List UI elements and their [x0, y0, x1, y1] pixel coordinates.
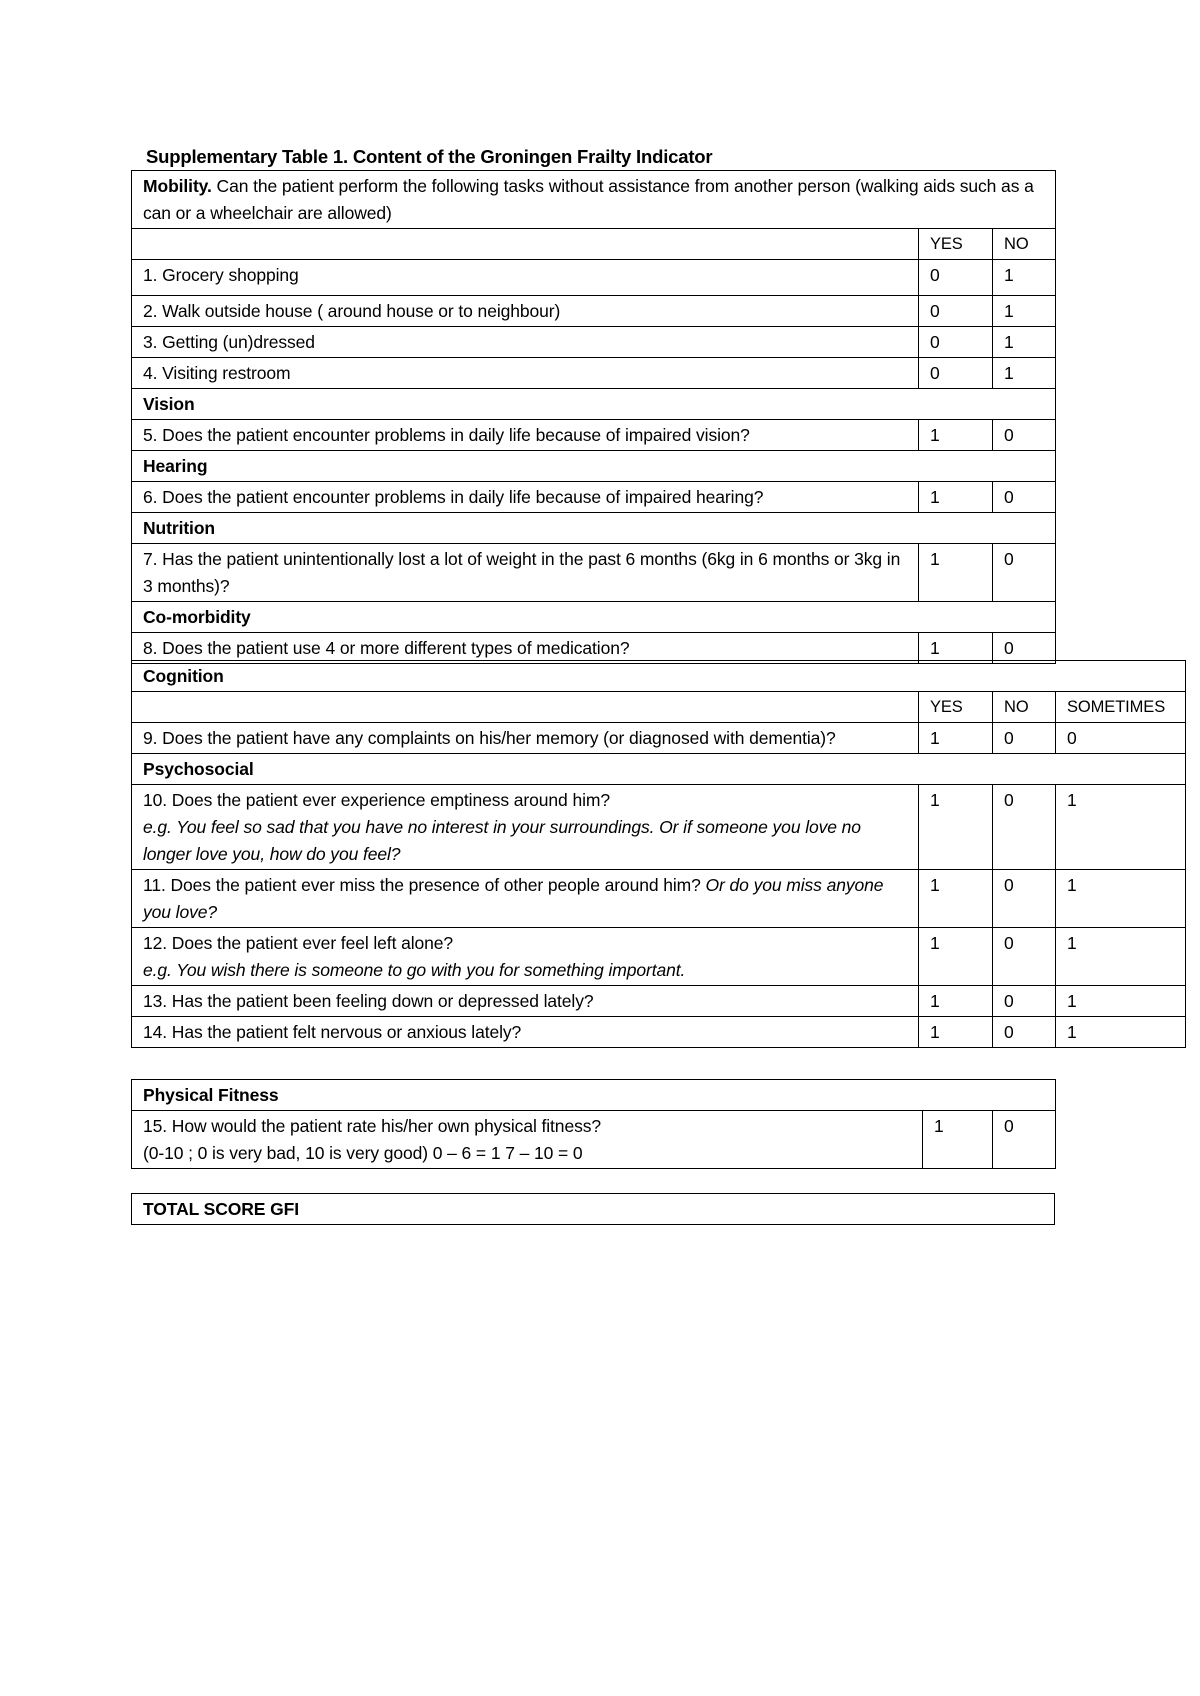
item-no-score: 0 — [993, 1111, 1056, 1169]
item-question: 9. Does the patient have any complaints on his/her memory (or diagnosed with dementia)? — [132, 723, 919, 754]
total-score-label: TOTAL SCORE GFI — [132, 1194, 1055, 1225]
item-yes-score: 1 — [919, 1017, 993, 1048]
table-row — [132, 482, 1056, 513]
item-no-score: 1 — [993, 296, 1056, 327]
psychosocial-header-row — [132, 754, 1186, 785]
item-no-score: 0 — [993, 723, 1056, 754]
item-no-score: 0 — [993, 633, 1056, 664]
item-example: e.g. You feel so sad that you have no interest in your surroundings. Or if someone you love no longer love you, how do you feel? — [143, 817, 861, 864]
comorbidity-heading: Co-morbidity — [132, 602, 1056, 633]
item-yes-score: 1 — [919, 928, 993, 986]
item-sometimes-score: 1 — [1056, 928, 1186, 986]
item-yes-score: 0 — [919, 327, 993, 358]
no-column-header: NO — [993, 692, 1056, 723]
item-question: 7. Has the patient unintentionally lost a lot of weight in the past 6 months (6kg in 6 months or 3kg in 3 months)? — [132, 544, 919, 602]
item-no-score: 0 — [993, 870, 1056, 928]
gfi-table-physical-fitness — [131, 1079, 1056, 1169]
item-sometimes-score: 1 — [1056, 1017, 1186, 1048]
item-yes-score: 0 — [919, 358, 993, 389]
table-row — [132, 785, 1186, 870]
gfi-table-cognition-psychosocial — [131, 660, 1186, 1048]
item-yes-score: 1 — [919, 633, 993, 664]
item-question: 10. Does the patient ever experience emptiness around him? — [143, 790, 610, 810]
item-example: e.g. You wish there is someone to go with you for something important. — [143, 960, 686, 980]
nutrition-heading: Nutrition — [132, 513, 1056, 544]
physical-fitness-header-row — [132, 1080, 1056, 1111]
table-row — [132, 1111, 1056, 1169]
cognition-header-row — [132, 661, 1186, 692]
item-question: 5. Does the patient encounter problems in daily life because of impaired vision? — [132, 420, 919, 451]
blank-header-cell — [132, 229, 919, 260]
item-example: Or do you miss anyone you love? — [143, 875, 884, 922]
vision-header-row — [132, 389, 1056, 420]
table-row — [132, 723, 1186, 754]
item-question: 6. Does the patient encounter problems in daily life because of impaired hearing? — [132, 482, 919, 513]
item-question-cell — [132, 870, 919, 928]
gfi-table-domains — [131, 170, 1056, 664]
item-no-score: 0 — [993, 1017, 1056, 1048]
yes-column-header: YES — [919, 692, 993, 723]
mobility-description: Can the patient perform the following tasks without assistance from another person (walking aids such as a can or a wheelchair are allowed) — [143, 176, 1034, 223]
item-question: 12. Does the patient ever feel left alone? — [143, 933, 454, 953]
item-question: 13. Has the patient been feeling down or depressed lately? — [132, 986, 919, 1017]
cognition-heading: Cognition — [132, 661, 1186, 692]
item-no-score: 0 — [993, 986, 1056, 1017]
item-no-score: 1 — [993, 358, 1056, 389]
yes-column-header: YES — [919, 229, 993, 260]
item-question-cell — [132, 1111, 923, 1169]
cognition-column-header-row — [132, 692, 1186, 723]
item-sometimes-score: 0 — [1056, 723, 1186, 754]
item-yes-score: 1 — [919, 723, 993, 754]
total-row — [132, 1194, 1055, 1225]
item-question: 15. How would the patient rate his/her own physical fitness? — [143, 1116, 602, 1136]
gfi-table-total — [131, 1193, 1055, 1225]
item-no-score: 0 — [993, 482, 1056, 513]
mobility-header-row — [132, 171, 1056, 229]
table-row — [132, 928, 1186, 986]
item-no-score: 0 — [993, 544, 1056, 602]
sometimes-column-header: SOMETIMES — [1056, 692, 1186, 723]
item-yes-score: 1 — [919, 420, 993, 451]
blank-header-cell — [132, 692, 919, 723]
table-row — [132, 986, 1186, 1017]
item-yes-score: 1 — [919, 482, 993, 513]
physical-fitness-heading: Physical Fitness — [132, 1080, 1056, 1111]
item-sometimes-score: 1 — [1056, 870, 1186, 928]
table-row — [132, 358, 1056, 389]
item-question: 2. Walk outside house ( around house or to neighbour) — [132, 296, 919, 327]
item-sometimes-score: 1 — [1056, 986, 1186, 1017]
mobility-column-header-row — [132, 229, 1056, 260]
hearing-header-row — [132, 451, 1056, 482]
page-title: Supplementary Table 1. Content of the Groningen Frailty Indicator — [146, 146, 713, 167]
mobility-heading: Mobility. — [143, 176, 212, 196]
table-row — [132, 296, 1056, 327]
item-question: 8. Does the patient use 4 or more different types of medication? — [132, 633, 919, 664]
item-yes-score: 1 — [919, 870, 993, 928]
comorbidity-header-row — [132, 602, 1056, 633]
table-row — [132, 633, 1056, 664]
item-question: 1. Grocery shopping — [132, 260, 919, 296]
vision-heading: Vision — [132, 389, 1056, 420]
table-row — [132, 544, 1056, 602]
item-question: 3. Getting (un)dressed — [132, 327, 919, 358]
table-row — [132, 420, 1056, 451]
item-question: 11. Does the patient ever miss the presence of other people around him? — [143, 875, 701, 895]
item-sometimes-score: 1 — [1056, 785, 1186, 870]
table-row — [132, 1017, 1186, 1048]
table-row — [132, 260, 1056, 296]
item-question: 14. Has the patient felt nervous or anxious lately? — [132, 1017, 919, 1048]
item-yes-score: 1 — [919, 544, 993, 602]
item-question-cell — [132, 785, 919, 870]
item-no-score: 1 — [993, 260, 1056, 296]
table-row — [132, 870, 1186, 928]
item-no-score: 0 — [993, 928, 1056, 986]
item-scale: (0-10 ; 0 is very bad, 10 is very good) 0 – 6 = 1 7 – 10 = 0 — [143, 1143, 583, 1163]
nutrition-header-row — [132, 513, 1056, 544]
hearing-heading: Hearing — [132, 451, 1056, 482]
mobility-header-cell — [132, 171, 1056, 229]
item-no-score: 0 — [993, 420, 1056, 451]
psychosocial-heading: Psychosocial — [132, 754, 1186, 785]
item-yes-score: 1 — [923, 1111, 993, 1169]
item-yes-score: 0 — [919, 260, 993, 296]
table-row — [132, 327, 1056, 358]
no-column-header: NO — [993, 229, 1056, 260]
item-yes-score: 1 — [919, 986, 993, 1017]
item-question-cell — [132, 928, 919, 986]
item-yes-score: 1 — [919, 785, 993, 870]
item-no-score: 1 — [993, 327, 1056, 358]
item-no-score: 0 — [993, 785, 1056, 870]
item-yes-score: 0 — [919, 296, 993, 327]
item-question: 4. Visiting restroom — [132, 358, 919, 389]
